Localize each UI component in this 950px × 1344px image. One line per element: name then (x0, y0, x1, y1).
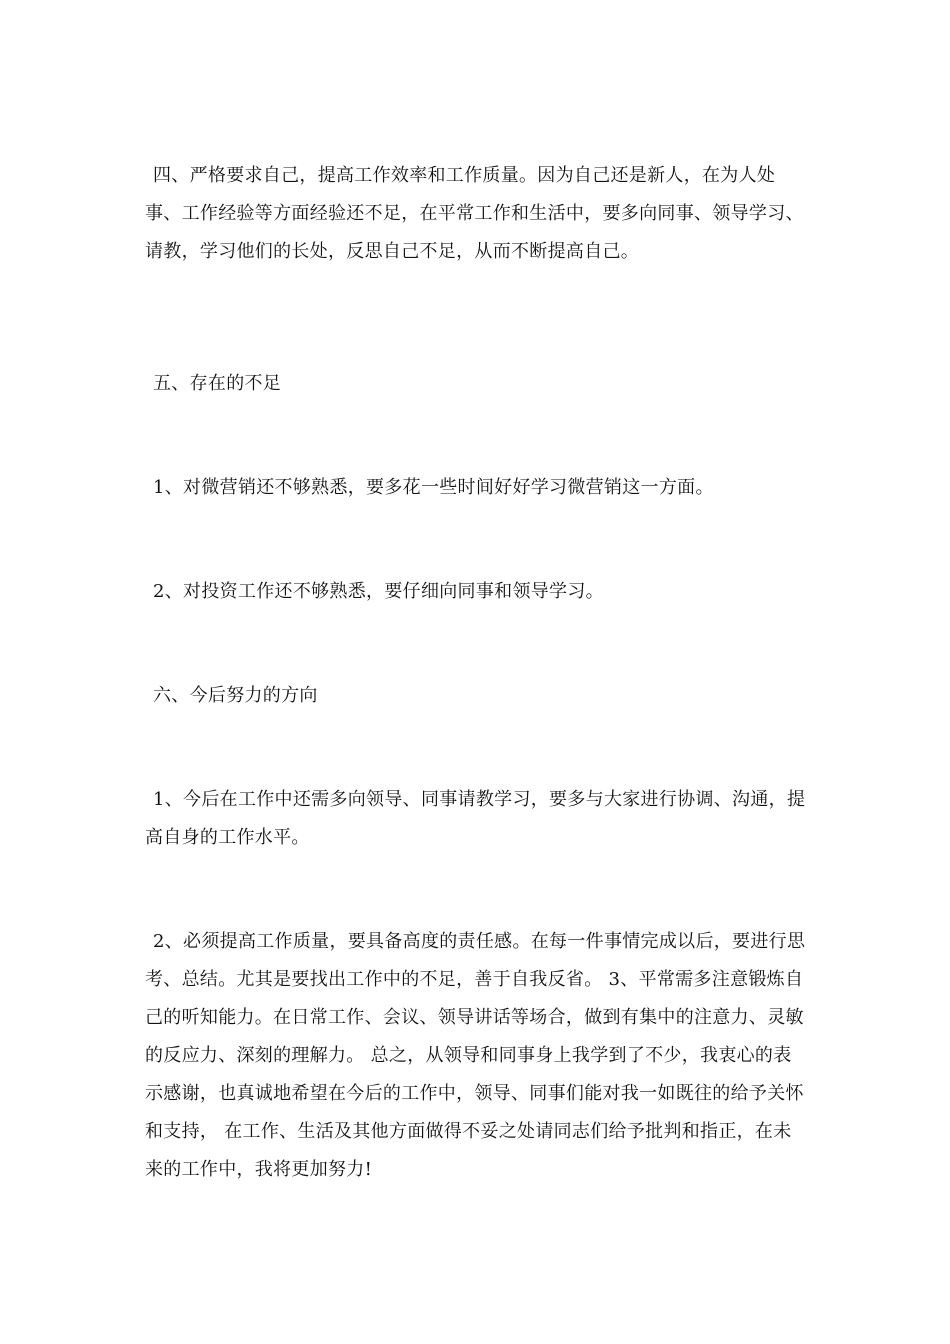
paragraph-efficiency: 四、严格要求自己，提高工作效率和工作质量。因为自己还是新人，在为人处事、工作经验等方面经验还不足，在平常工作和生活中，要多向同事、领导学习、请教，学习他们的长处，反思自己不足，从而不断提高自己。 (145, 165, 804, 262)
list-item-direction-2: 2、必须提高工作质量，要具备高度的责任感。在每一件事情完成以后，要进行思考、总结。尤其是要找出工作中的不足，善于自我反省。 3、平常需多注意锻炼自己的听知能力。在日常工作、会议、领导讲话等场合，做到有集中的注意力、灵敏的反应力、深刻的理解力。 总之，从领导和同事身上我学到了不少，我衷心的表示感谢，也真诚地希望在今后的工作中，领导、同事们能对我一如既往的给予关怀和支持， 在工作、生活及其他方面做得不妥之处请同志们给予批判和指正，在未来的工作中，我将更加努力! (145, 931, 806, 1180)
heading-future-direction: 六、今后努力的方向 (153, 685, 318, 706)
list-item-shortcoming-1: 1、对微营销还不够熟悉，要多花一些时间好好学习微营销这一方面。 (153, 477, 714, 498)
list-item-direction-1: 1、今后在工作中还需多向领导、同事请教学习，要多与大家进行协调、沟通，提高自身的工作水平。 (145, 789, 806, 848)
heading-shortcomings: 五、存在的不足 (153, 373, 282, 394)
list-item-shortcoming-2: 2、对投资工作还不够熟悉，要仔细向同事和领导学习。 (153, 581, 604, 602)
